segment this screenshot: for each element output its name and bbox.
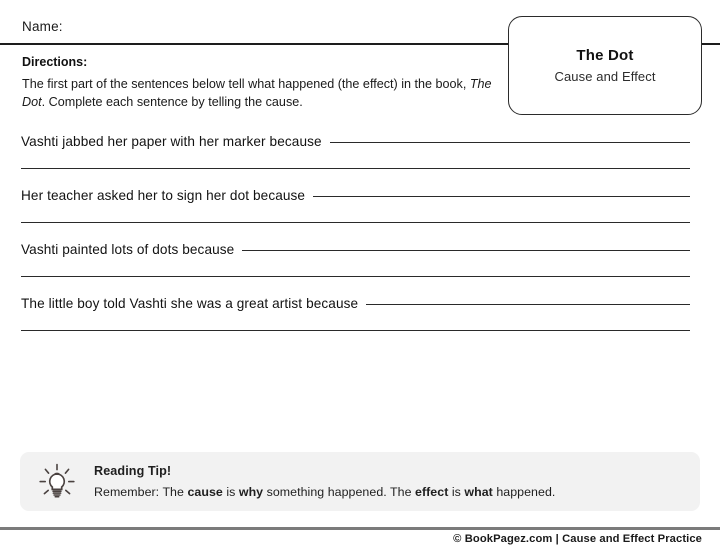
question-prompt: Vashti jabbed her paper with her marker because [21, 134, 322, 149]
question-prompt-row [21, 134, 690, 149]
answer-blank-line-4a[interactable] [366, 304, 690, 305]
answer-blank-line-3a[interactable] [242, 250, 690, 251]
directions-text [22, 76, 492, 111]
answer-blank-line-4b[interactable] [21, 330, 690, 331]
answer-blank-line-1a[interactable] [330, 142, 690, 143]
question-prompt-row [21, 296, 690, 311]
footer-divider [0, 527, 720, 530]
directions-text-part2: . Complete each sentence by telling the cause. [41, 94, 303, 109]
tip-text-4: is [448, 485, 465, 499]
questions-list [21, 134, 690, 350]
tip-bold-effect: effect [415, 485, 449, 499]
directions-text-part1: The first part of the sentences below tell what happened (the effect) in the book, [22, 77, 470, 91]
question-item [21, 296, 690, 331]
question-item [21, 134, 690, 169]
header-rule-right [702, 43, 720, 45]
tip-text-1: Remember: The [94, 485, 188, 499]
answer-blank-line-2a[interactable] [313, 196, 690, 197]
page-subtitle: Cause and Effect [554, 69, 656, 84]
tip-text-2: is [222, 485, 239, 499]
directions-block [22, 55, 492, 111]
header-rule-left [0, 43, 508, 45]
tip-bold-why: why [238, 485, 264, 499]
directions-label: Directions: [22, 55, 88, 69]
tip-text-5: happened. [492, 485, 556, 499]
page-title: The Dot [576, 47, 634, 64]
lightbulb-icon [34, 459, 80, 505]
question-prompt-row [21, 242, 690, 257]
directions-book-title: The Dot [22, 77, 492, 109]
answer-blank-line-2b[interactable] [21, 222, 690, 223]
reading-tip-box [20, 452, 700, 511]
reading-tip-body [94, 464, 555, 499]
footer-credit: © BookPagez.com | Cause and Effect Practice [453, 533, 702, 545]
tip-text-3: something happened. The [263, 485, 416, 499]
worksheet-title-card [508, 16, 702, 115]
question-item [21, 242, 690, 277]
tip-bold-cause: cause [187, 485, 223, 499]
question-prompt: The little boy told Vashti she was a great artist because [21, 296, 359, 311]
reading-tip-title: Reading Tip! [94, 464, 172, 478]
answer-blank-line-1b[interactable] [21, 168, 690, 169]
question-prompt-row [21, 188, 690, 203]
question-prompt: Her teacher asked her to sign her dot because [21, 188, 306, 203]
answer-blank-line-3b[interactable] [21, 276, 690, 277]
tip-bold-what: what [464, 485, 493, 499]
reading-tip-text [94, 485, 555, 499]
question-item [21, 188, 690, 223]
name-label: Name: [22, 19, 63, 34]
question-prompt: Vashti painted lots of dots because [21, 242, 235, 257]
